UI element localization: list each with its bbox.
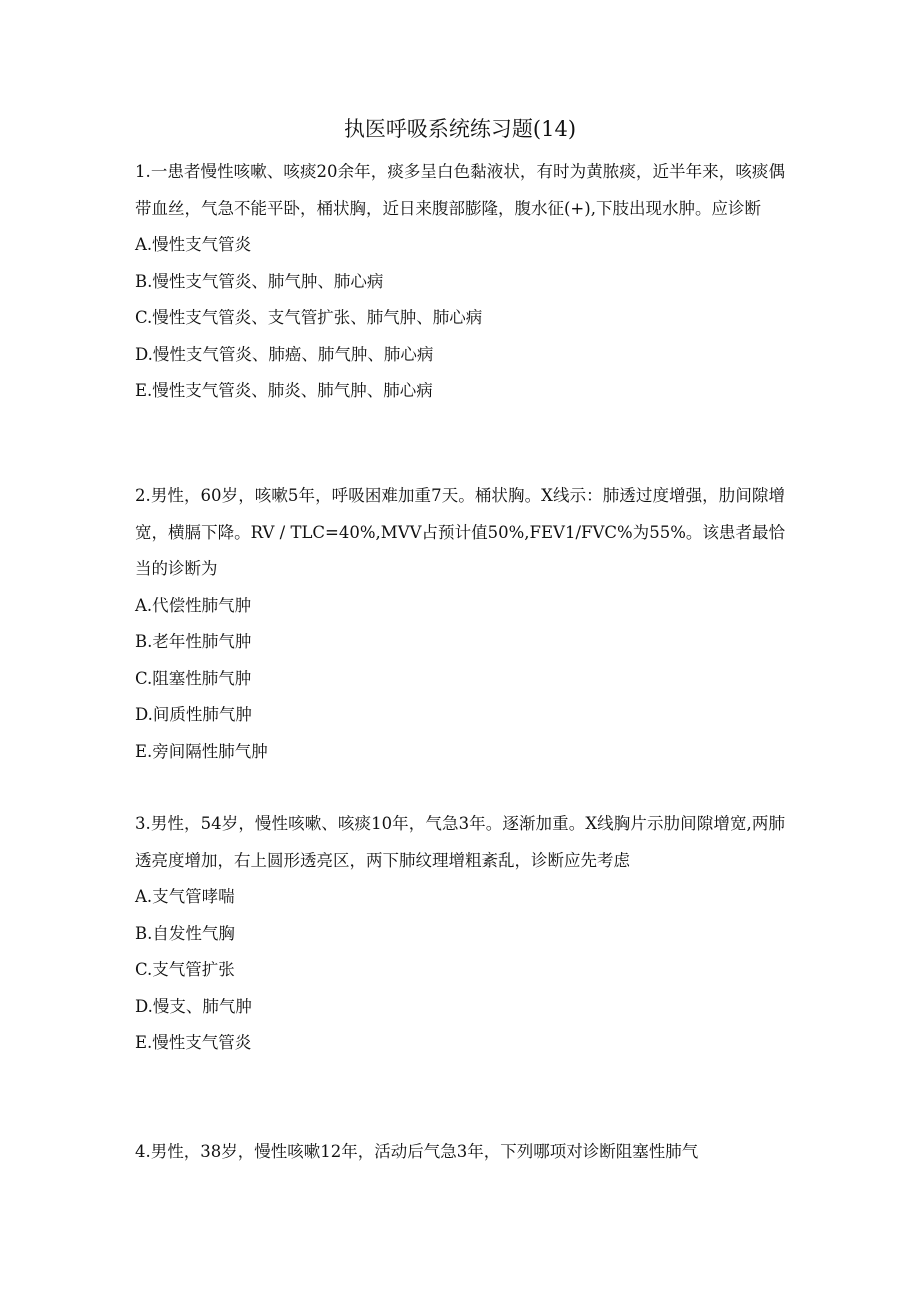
question-4 (135, 1134, 785, 1171)
option-d: D.间质性肺气肿 (135, 705, 252, 724)
question-1 (135, 154, 785, 410)
question-stem: 4.男性，38岁，慢性咳嗽12年，活动后气急3年，下列哪项对诊断阻塞性肺气 (135, 1142, 699, 1161)
option-b: B.自发性气胸 (135, 923, 235, 943)
question-stem: 3.男性，54岁，慢性咳嗽、咳痰10年，气急3年。逐渐加重。X线胸片示肋间隙增宽,两肺透亮度增加，右上圆形透亮区，两下肺纹理增粗紊乱，诊断应先考虑 (135, 814, 785, 870)
document-title: 执医呼吸系统练习题(14) (343, 117, 577, 141)
option-c: C.阻塞性肺气肿 (135, 668, 252, 688)
option-e: E.慢性支气管炎 (135, 1033, 252, 1052)
option-a: A.支气管哮喘 (135, 887, 235, 906)
option-d: D.慢性支气管炎、肺癌、肺气肿、肺心病 (135, 344, 434, 364)
option-c: C.支气管扩张 (135, 960, 235, 979)
option-b: B.慢性支气管炎、肺气肿、肺心病 (135, 271, 384, 291)
option-a: A.代偿性肺气肿 (135, 595, 252, 615)
question-3 (135, 806, 785, 1062)
option-b: B.老年性肺气肿 (135, 632, 252, 651)
option-c: C.慢性支气管炎、支气管扩张、肺气肿、肺心病 (135, 308, 483, 327)
question-stem: 1.一患者慢性咳嗽、咳痰20余年，痰多呈白色黏液状，有时为黄脓痰，近半年来，咳痰偶带血丝，气急不能平卧，桶状胸，近日来腹部膨隆，腹水征(+),下肢出现水肿。应诊断 (135, 162, 785, 218)
option-e: E.旁间隔性肺气肿 (135, 741, 268, 761)
option-d: D.慢支、肺气肿 (135, 996, 252, 1016)
option-a: A.慢性支气管炎 (135, 235, 252, 254)
question-stem: 2.男性，60岁，咳嗽5年，呼吸困难加重7天。桶状胸。X线示：肺透过度增强，肋间隙增宽，横膈下降。RV / TLC=40%,MVV占预计值50%,FEV1/FVC%为55%。该患者最恰当的诊断为 (135, 486, 785, 578)
option-e: E.慢性支气管炎、肺炎、肺气肿、肺心病 (135, 381, 433, 400)
question-2 (135, 478, 785, 770)
